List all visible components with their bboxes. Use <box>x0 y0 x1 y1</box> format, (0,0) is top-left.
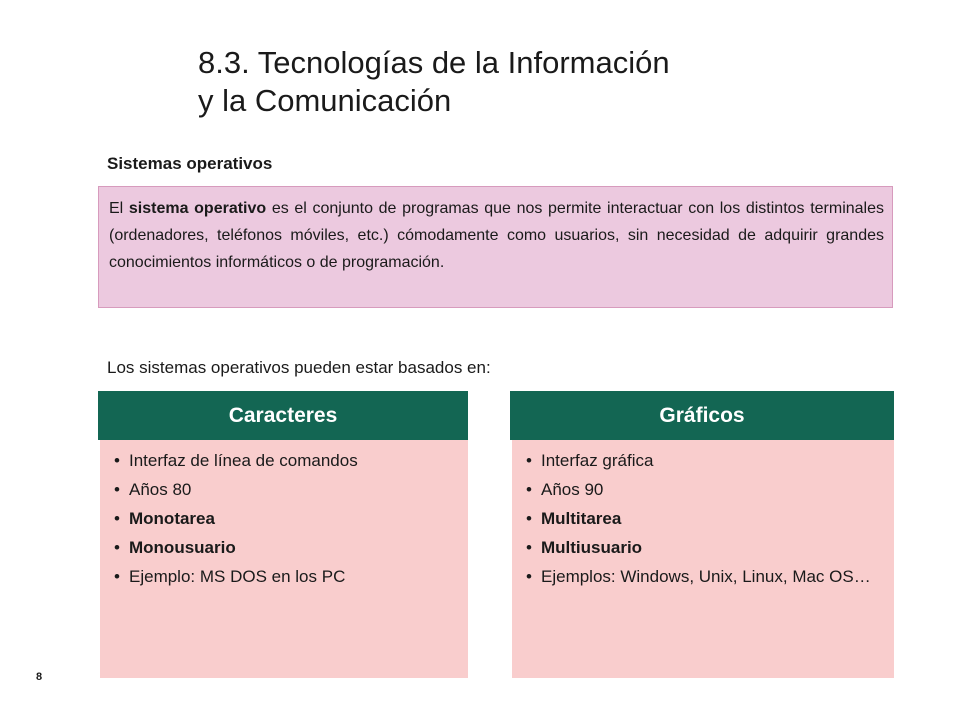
definition-text-pre: El <box>109 200 129 217</box>
bullet-icon: • <box>114 538 120 557</box>
bullet-icon: • <box>526 567 532 586</box>
card-body <box>512 440 894 678</box>
card-header: Caracteres <box>98 391 468 440</box>
list-item: • Interfaz de línea de comandos <box>114 451 358 470</box>
bullet-icon: • <box>526 509 532 528</box>
list-item: • Ejemplo: MS DOS en los PC <box>114 567 346 586</box>
bullet-icon: • <box>114 509 120 528</box>
bullet-icon: • <box>114 480 120 499</box>
feature-list <box>512 440 894 587</box>
slide-title <box>198 44 670 120</box>
slide-title-line-1: 8.3. Tecnologías de la Información <box>198 45 670 80</box>
list-item: • Años 80 <box>114 480 192 499</box>
bullet-icon: • <box>526 538 532 557</box>
section-heading: Sistemas operativos <box>107 154 273 173</box>
list-item: • Multitarea <box>526 509 622 528</box>
list-item: • Monousuario <box>114 538 236 557</box>
definition-box <box>98 186 893 308</box>
card-graficos <box>510 391 894 586</box>
bullet-icon: • <box>114 451 120 470</box>
card-body <box>100 440 468 678</box>
definition-term: sistema operativo <box>128 200 267 217</box>
page-number: 8 <box>36 671 43 683</box>
feature-list <box>100 440 468 587</box>
bullet-icon: • <box>526 451 532 470</box>
bullet-icon: • <box>526 480 532 499</box>
bullet-icon: • <box>114 567 120 586</box>
slide-title-line-2: y la Comunicación <box>198 83 452 118</box>
list-item: • Monotarea <box>114 509 215 528</box>
list-item: • Multiusuario <box>526 538 643 557</box>
list-item: • Interfaz gráfica <box>526 451 654 470</box>
list-item: • Ejemplos: Windows, Unix, Linux, Mac OS… <box>526 567 871 586</box>
card-header: Gráficos <box>510 391 894 440</box>
list-item: • Años 90 <box>526 480 604 499</box>
intro-text: Los sistemas operativos pueden estar basados en: <box>107 358 491 377</box>
definition-text-post: es el conjunto de programas que nos permite interactuar con los distintos terminales (ordenadores, teléfonos móviles, etc.) cómodamente como usuarios, sin necesidad de adquirir grandes conocimientos informáticos o de programación. <box>109 200 885 271</box>
card-caracteres <box>98 391 468 586</box>
